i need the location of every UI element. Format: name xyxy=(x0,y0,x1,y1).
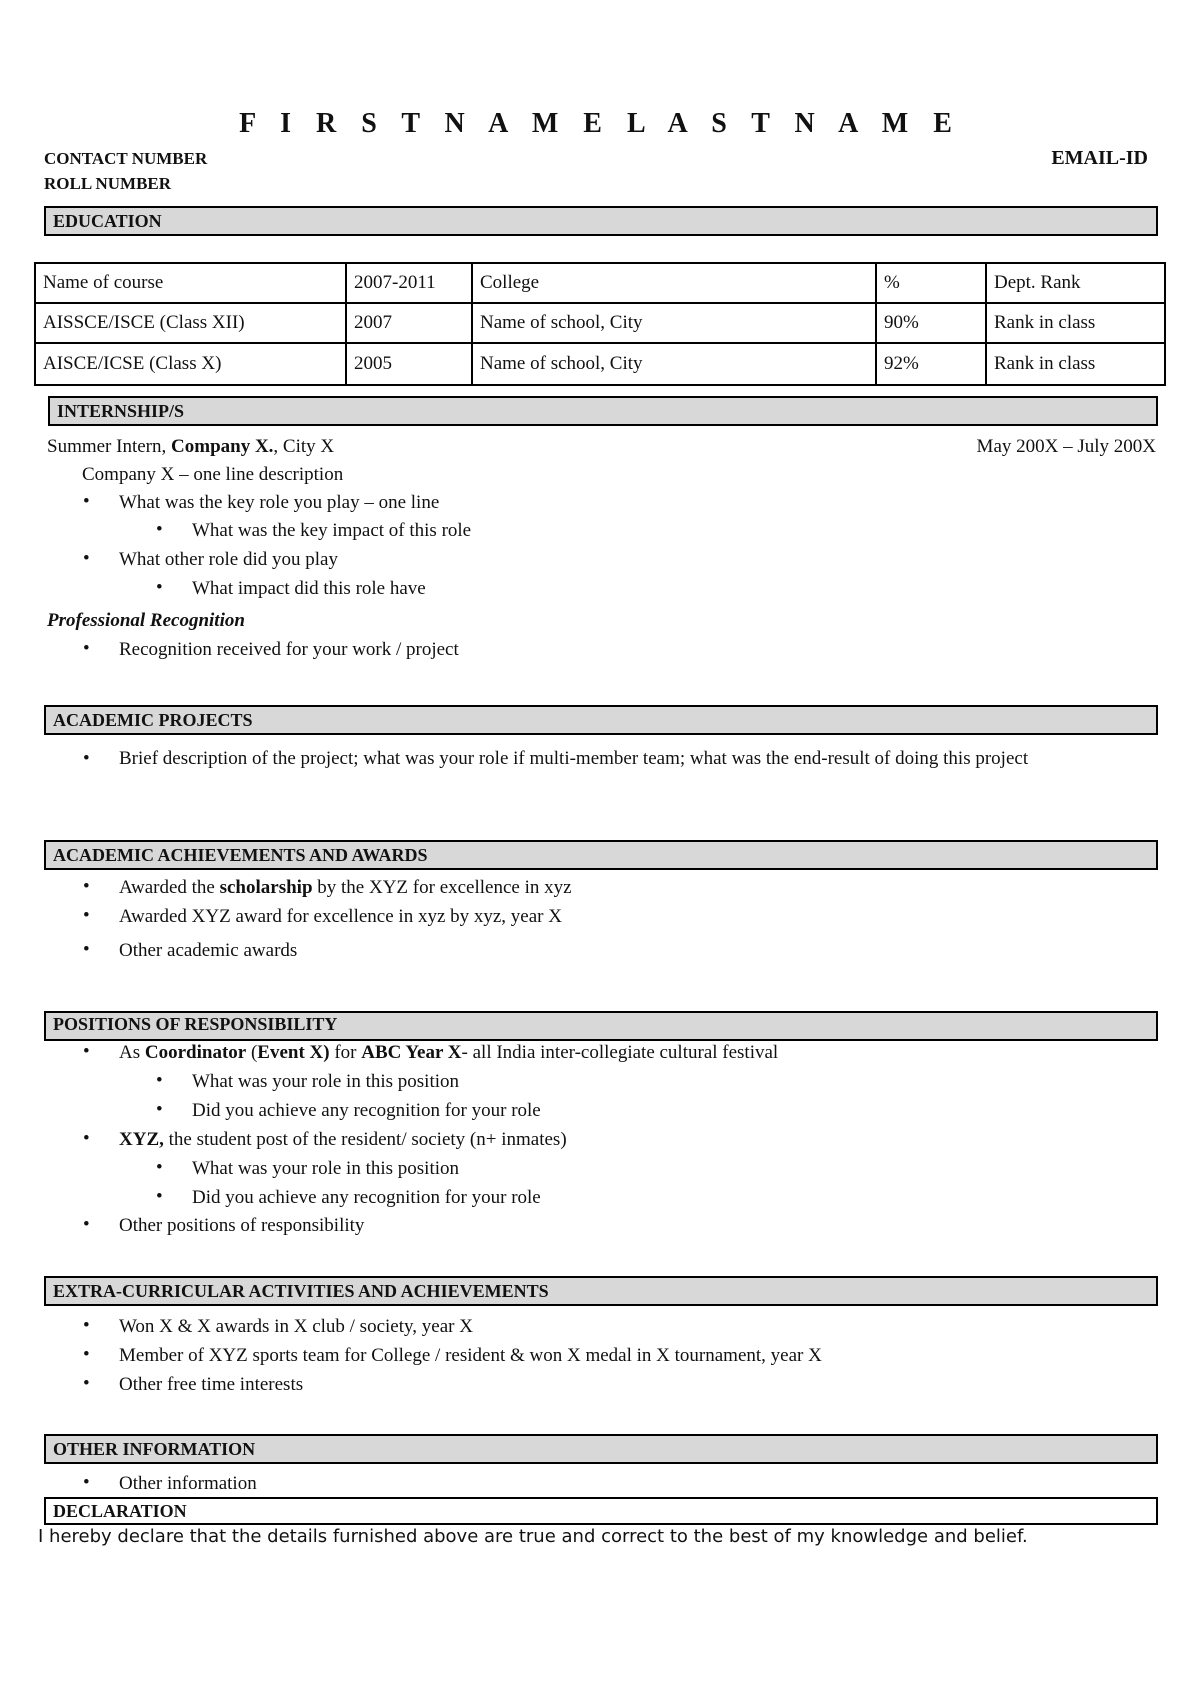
internship-city: , City X xyxy=(273,436,335,457)
candidate-name: F I R S T N A M E L A S T N A M E xyxy=(239,108,961,139)
table-cell: 92% xyxy=(876,343,986,385)
list-item: • Awarded XYZ award for excellence in xyz by xyz, year X xyxy=(83,905,562,927)
list-item xyxy=(83,746,1159,771)
list-item: • Did you achieve any recognition for your role xyxy=(156,1186,541,1208)
list-item: • Won X & X awards in X club / society, year X xyxy=(83,1315,473,1337)
bullet-icon: • xyxy=(83,1128,90,1149)
table-cell: Rank in class xyxy=(986,303,1165,343)
bullet-icon: • xyxy=(83,939,90,960)
list-item: • What was the key impact of this role xyxy=(156,519,472,541)
table-cell: Name of school, City xyxy=(472,343,876,385)
internship-role: Summer Intern, xyxy=(47,436,172,457)
bullet-icon: • xyxy=(83,1041,90,1062)
bullet-icon: • xyxy=(83,491,90,512)
table-cell: 2007 xyxy=(346,303,472,343)
bullet-icon: • xyxy=(83,548,90,569)
internship-dates: May 200X – July 200X xyxy=(976,436,1156,457)
declaration-text: I hereby declare that the details furnished above are true and correct to the best of my knowledge and belief. xyxy=(38,1526,1028,1547)
section-declaration: DECLARATION xyxy=(44,1497,1158,1525)
bullet-icon: • xyxy=(83,1472,90,1493)
table-cell: 90% xyxy=(876,303,986,343)
list-item: • What was your role in this position xyxy=(156,1070,460,1092)
bullet-icon: • xyxy=(83,638,90,659)
table-cell: 2007-2011 xyxy=(346,263,472,303)
list-item: • What other role did you play xyxy=(83,548,338,570)
section-education: EDUCATION xyxy=(44,206,1158,236)
list-item: • Other positions of responsibility xyxy=(83,1214,365,1236)
education-table xyxy=(34,262,1166,386)
list-item: • Other academic awards xyxy=(83,939,298,961)
bullet-icon: • xyxy=(83,905,90,926)
table-cell: 2005 xyxy=(346,343,472,385)
bullet-icon: • xyxy=(83,1214,90,1235)
recognition-title: Professional Recognition xyxy=(47,610,245,631)
list-item: • Other information xyxy=(83,1472,257,1494)
list-item: • Recognition received for your work / project xyxy=(83,638,459,660)
section-extracurricular: EXTRA-CURRICULAR ACTIVITIES AND ACHIEVEMENTS xyxy=(44,1276,1158,1306)
internship-company: Company X. xyxy=(171,436,274,457)
table-cell: Name of school, City xyxy=(472,303,876,343)
bullet-icon: • xyxy=(83,1344,90,1365)
table-row xyxy=(35,343,1165,385)
table-cell: AISCE/ICSE (Class X) xyxy=(35,343,346,385)
bullet-icon: • xyxy=(156,1070,163,1091)
section-academic-projects: ACADEMIC PROJECTS xyxy=(44,705,1158,735)
list-item: • What impact did this role have xyxy=(156,577,426,599)
section-achievements: ACADEMIC ACHIEVEMENTS AND AWARDS xyxy=(44,840,1158,870)
table-cell: Name of course xyxy=(35,263,346,303)
section-other-information: OTHER INFORMATION xyxy=(44,1434,1158,1464)
table-cell: Rank in class xyxy=(986,343,1165,385)
bullet-icon: • xyxy=(156,577,163,598)
table-cell: College xyxy=(472,263,876,303)
project-description: Brief description of the project; what was your role if multi-member team; what was the end-result of doing this project xyxy=(119,748,1029,769)
bullet-icon: • xyxy=(156,1157,163,1178)
bullet-icon: • xyxy=(83,1373,90,1394)
list-item: • XYZ, the student post of the resident/ society (n+ inmates) xyxy=(83,1128,567,1150)
contact-number: CONTACT NUMBER xyxy=(44,149,208,168)
bullet-icon: • xyxy=(156,519,163,540)
table-cell: Dept. Rank xyxy=(986,263,1165,303)
list-item: • As Coordinator (Event X) for ABC Year X- all India inter-collegiate cultural festival xyxy=(83,1041,779,1063)
list-item: • Awarded the scholarship by the XYZ for excellence in xyz xyxy=(83,876,572,898)
internship-title xyxy=(47,436,334,458)
section-positions: POSITIONS OF RESPONSIBILITY xyxy=(44,1011,1158,1041)
list-item: • Did you achieve any recognition for your role xyxy=(156,1099,541,1121)
bullet-icon: • xyxy=(156,1186,163,1207)
table-cell: AISSCE/ISCE (Class XII) xyxy=(35,303,346,343)
table-row xyxy=(35,263,1165,303)
section-internships: INTERNSHIP/S xyxy=(48,396,1158,426)
list-item: • Member of XYZ sports team for College / resident & won X medal in X tournament, year X xyxy=(83,1344,822,1366)
list-item: • Other free time interests xyxy=(83,1373,304,1395)
table-cell: % xyxy=(876,263,986,303)
list-item: • What was the key role you play – one line xyxy=(83,491,440,513)
email-id: EMAIL-ID xyxy=(1051,147,1148,169)
roll-number: ROLL NUMBER xyxy=(44,174,172,193)
bullet-icon: • xyxy=(83,1315,90,1336)
bullet-icon: • xyxy=(83,876,90,897)
list-item: • What was your role in this position xyxy=(156,1157,460,1179)
table-row xyxy=(35,303,1165,343)
internship-description: Company X – one line description xyxy=(82,464,344,485)
bullet-icon: • xyxy=(156,1099,163,1120)
bullet-icon: • xyxy=(83,748,90,769)
